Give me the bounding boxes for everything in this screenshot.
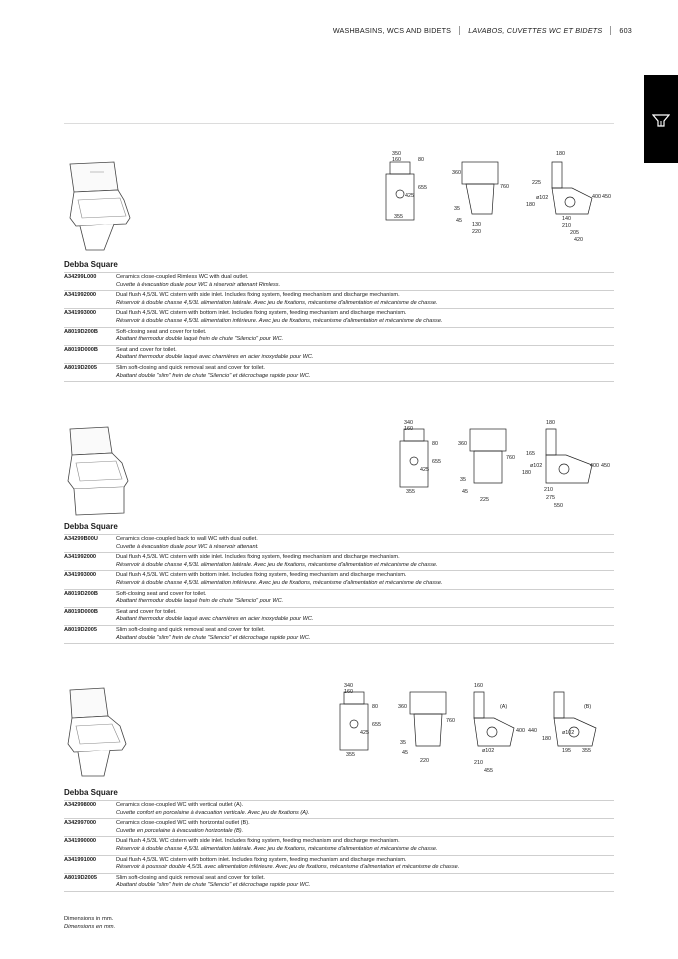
table-row (64, 855, 614, 873)
dim-label: 360 (452, 170, 461, 176)
dim-label: ø102 (530, 463, 543, 469)
product-description (116, 838, 438, 853)
dim-label: 760 (446, 718, 455, 724)
description-en: Dual flush 4,5/3L WC cistern with bottom inlet. Includes fixing system, feeding mechanism and discharge mechanism. (116, 856, 407, 863)
description-fr: Réservoir à double chasse 4,5/3L alimentation latérale. Avec jeu de fixations, mécanisme d'alimentation et mécanisme de chasse. (116, 561, 438, 568)
toilet-photo (64, 425, 136, 517)
description-fr: Abattant thermodur double laqué avec charnières en acier inoxydable pour WC. (116, 616, 314, 623)
product-section-3 (64, 680, 614, 895)
description-fr: Abattant double "slim" frein de chute "Silencio" et décrochage rapide pour WC. (116, 634, 311, 641)
product-code: A341991000 (64, 856, 97, 863)
description-fr: Réservoir à double chasse 4,5/3L alimentation inférieure. Avec jeu de fixations, mécanisme d'alimentation et mécanisme de chasse. (116, 579, 443, 586)
description-fr: Cuvette à évacuation duale pour WC à réservoir attenant Rimless. (116, 281, 281, 288)
product-code: A342998000 (64, 802, 97, 808)
dim-label: 420 (574, 237, 583, 243)
dim-label: 80 (432, 441, 438, 447)
dim-label: 440 (528, 728, 537, 734)
description-en: Slim soft-closing and quick removal seat and cover for toilet. (116, 626, 265, 633)
description-fr: Cuvette à évacuation duale pour WC à réservoir attenant. (116, 543, 259, 550)
product-code: A8019D000B (64, 346, 98, 353)
dim-label: 455 (484, 768, 493, 774)
washbasin-icon (652, 113, 670, 127)
table-row (64, 327, 614, 345)
dim-label: 45 (456, 218, 462, 224)
description-en: Dual flush 4,5/3L WC cistern with bottom inlet. Includes fixing system, feeding mechanism and discharge mechanism. (116, 310, 407, 317)
description-fr: Abattant thermodur double laqué frein de chute "Silencio" pour WC. (116, 598, 284, 605)
product-section-1 (64, 150, 614, 390)
dim-label: 425 (405, 193, 414, 199)
product-description (116, 820, 250, 835)
product-description (116, 857, 459, 872)
dim-label: (A) (500, 704, 508, 710)
table-row (64, 308, 614, 326)
product-code: A34299L000 (64, 274, 97, 280)
product-table (64, 272, 614, 382)
product-table (64, 534, 614, 644)
product-code: A8019D000B (64, 608, 98, 615)
dim-label: 35 (454, 206, 460, 212)
page-number: 603 (619, 26, 632, 35)
section-title: Debba Square (64, 522, 118, 531)
product-code: A8019D2005 (64, 874, 97, 881)
dim-label: ø102 (562, 730, 575, 736)
dim-label: 355 (346, 752, 355, 758)
description-fr: Abattant double "slim" frein de chute "Silencio" et décrochage rapide pour WC. (116, 882, 311, 889)
product-code: A8019D200B (64, 590, 98, 597)
table-row (64, 836, 614, 854)
product-code: A341992000 (64, 554, 97, 561)
dim-label: 425 (360, 730, 369, 736)
dim-label: 140 (562, 216, 571, 222)
description-fr: Abattant thermodur double laqué avec charnières en acier inoxydable pour WC. (116, 354, 314, 361)
table-row (64, 625, 614, 644)
product-description (116, 875, 311, 890)
page-header (333, 26, 632, 35)
product-code: A8019D2005 (64, 364, 97, 371)
section-title: Debba Square (64, 260, 118, 269)
description-fr: Cuvette confort en porcelaine à évacuation verticale. Avec jeu de fixations (A). (116, 809, 310, 816)
dim-label: 45 (462, 489, 468, 495)
dim-label: 355 (582, 748, 591, 754)
section-title: Debba Square (64, 788, 118, 797)
description-fr: Réservoir à double chasse 4,5/3L alimentation inférieure. Avec jeu de fixations, mécanisme d'alimentation et mécanisme de chasse. (116, 317, 443, 324)
description-fr: Cuvette en porcelaine à évacuation horizontale (B). (116, 827, 244, 834)
dim-label: 165 (526, 451, 535, 457)
dim-label: 210 (544, 487, 553, 493)
dim-label: 225 (532, 180, 541, 186)
product-description (116, 292, 438, 307)
description-fr: Réservoir à double chasse 4,5/3L alimentation latérale. Avec jeu de fixations, mécanisme d'alimentation et mécanisme de chasse. (116, 299, 438, 306)
product-description (116, 274, 280, 289)
table-row (64, 290, 614, 308)
dim-label: ø102 (536, 195, 549, 201)
dim-label: 400 (516, 728, 525, 734)
dim-label: 655 (418, 185, 427, 191)
dim-label: 425 (420, 467, 429, 473)
dim-label: 180 (526, 202, 535, 208)
product-description (116, 347, 313, 362)
dim-label: 340 (404, 420, 413, 426)
table-row (64, 873, 614, 892)
product-description (116, 572, 443, 587)
dim-label: 45 (402, 750, 408, 756)
dim-label: 350 (392, 151, 401, 157)
description-fr: Abattant double "slim" frein de chute "Silencio" et décrochage rapide pour WC. (116, 372, 311, 379)
description-en: Slim soft-closing and quick removal seat and cover for toilet. (116, 364, 265, 371)
product-description (116, 365, 311, 380)
dim-label: 360 (458, 441, 467, 447)
description-fr: Réservoir à poussoir double 4,5/3L avec alimentation inférieure. Avec jeu de fixations, mécanisme d'alimentation et mécanisme de chasse. (116, 864, 460, 871)
product-code: A8019D200B (64, 328, 98, 335)
section-tab (644, 75, 678, 163)
dim-label: 160 (392, 157, 401, 163)
dim-label: 760 (506, 455, 515, 461)
dim-label: 655 (372, 722, 381, 728)
product-description (116, 627, 311, 642)
dim-label: 80 (372, 704, 378, 710)
dim-label: 210 (562, 223, 571, 229)
top-divider (64, 123, 614, 124)
description-en: Ceramics close-coupled WC with vertical outlet (A). (116, 802, 244, 808)
dim-label: 180 (556, 151, 565, 157)
header-divider (610, 26, 611, 35)
dim-label: 80 (418, 157, 424, 163)
dim-label: 450 (601, 463, 610, 469)
dim-label: 195 (562, 748, 571, 754)
dim-label: 160 (474, 683, 483, 689)
description-en: Seat and cover for toilet. (116, 608, 177, 615)
product-section-2 (64, 415, 614, 650)
dim-label: 180 (546, 420, 555, 426)
dim-label: 220 (420, 758, 429, 764)
dim-label: 355 (406, 489, 415, 495)
dim-label: 180 (542, 736, 551, 742)
description-en: Slim soft-closing and quick removal seat and cover for toilet. (116, 874, 265, 881)
dim-label: 220 (472, 229, 481, 235)
dim-label: 400 (592, 194, 601, 200)
dim-label: 160 (404, 426, 413, 432)
product-code: A34299B00U (64, 536, 98, 542)
product-description (116, 329, 283, 344)
product-code: A341993000 (64, 310, 97, 317)
product-description (116, 554, 438, 569)
dim-label: 180 (522, 470, 531, 476)
product-description (116, 310, 443, 325)
dim-label: 35 (400, 740, 406, 746)
dim-label: (B) (584, 704, 592, 710)
dim-label: 225 (480, 497, 489, 503)
table-row (64, 570, 614, 588)
table-row (64, 345, 614, 363)
dim-label: 205 (570, 230, 579, 236)
header-title-en: WASHBASINS, WCS AND BIDETS (332, 26, 452, 35)
product-table (64, 800, 614, 892)
description-fr: Réservoir à double chasse 4,5/3L alimentation latérale. Avec jeu de fixations, mécanisme d'alimentation et mécanisme de chasse. (116, 845, 438, 852)
dim-label: 355 (394, 214, 403, 220)
table-row (64, 534, 614, 552)
dim-label: 400 (590, 463, 599, 469)
product-description (116, 536, 259, 551)
dim-label: 340 (344, 683, 353, 689)
dim-label: 550 (554, 503, 563, 509)
footer-note (64, 915, 115, 931)
product-code: A341990000 (64, 838, 97, 845)
dim-label: 360 (398, 704, 407, 710)
table-row (64, 800, 614, 818)
description-en: Ceramics close-coupled WC with horizontal outlet (B). (116, 820, 250, 827)
technical-drawings (376, 148, 614, 248)
footer-en: Dimensions in mm. (64, 916, 114, 922)
description-en: Ceramics close-coupled back to wall WC with dual outlet. (116, 536, 258, 542)
dim-label: 210 (474, 760, 483, 766)
dim-label: 130 (472, 222, 481, 228)
product-code: A8019D2005 (64, 626, 97, 633)
product-code: A341993000 (64, 572, 97, 579)
dim-label: 450 (602, 194, 611, 200)
table-row (64, 552, 614, 570)
technical-drawings (394, 417, 614, 515)
technical-drawings (334, 680, 614, 780)
header-divider (459, 26, 460, 35)
description-en: Dual flush 4,5/3L WC cistern with side inlet. Includes fixing system, feeding mechanism and discharge mechanism. (116, 838, 400, 845)
dim-label: ø102 (482, 748, 495, 754)
description-en: Soft-closing seat and cover for toilet. (116, 328, 207, 335)
product-description (116, 802, 309, 817)
dim-label: 275 (546, 495, 555, 501)
description-en: Dual flush 4,5/3L WC cistern with side inlet. Includes fixing system, feeding mechanism and discharge mechanism. (116, 292, 400, 299)
dim-label: 160 (344, 689, 353, 695)
description-en: Dual flush 4,5/3L WC cistern with side inlet. Includes fixing system, feeding mechanism and discharge mechanism. (116, 554, 400, 561)
table-row (64, 607, 614, 625)
table-row (64, 818, 614, 836)
description-fr: Abattant thermodur double laqué frein de chute "Silencio" pour WC. (116, 336, 284, 343)
toilet-photo (64, 686, 136, 778)
product-code: A342997000 (64, 820, 97, 827)
product-code: A341992000 (64, 292, 97, 299)
description-en: Dual flush 4,5/3L WC cistern with bottom inlet. Includes fixing system, feeding mechanism and discharge mechanism. (116, 572, 407, 579)
product-description (116, 609, 313, 624)
dim-label: 655 (432, 459, 441, 465)
footer-fr: Dimensions en mm. (64, 924, 116, 930)
description-en: Soft-closing seat and cover for toilet. (116, 590, 207, 597)
description-en: Seat and cover for toilet. (116, 346, 177, 353)
dim-label: 760 (500, 184, 509, 190)
table-row (64, 272, 614, 290)
description-en: Ceramics close-coupled Rimless WC with dual outlet. (116, 274, 249, 280)
table-row (64, 363, 614, 382)
header-title-fr: LAVABOS, CUVETTES WC ET BIDETS (468, 26, 603, 35)
table-row (64, 589, 614, 607)
toilet-photo (64, 160, 136, 252)
dim-label: 35 (460, 477, 466, 483)
product-description (116, 591, 283, 606)
